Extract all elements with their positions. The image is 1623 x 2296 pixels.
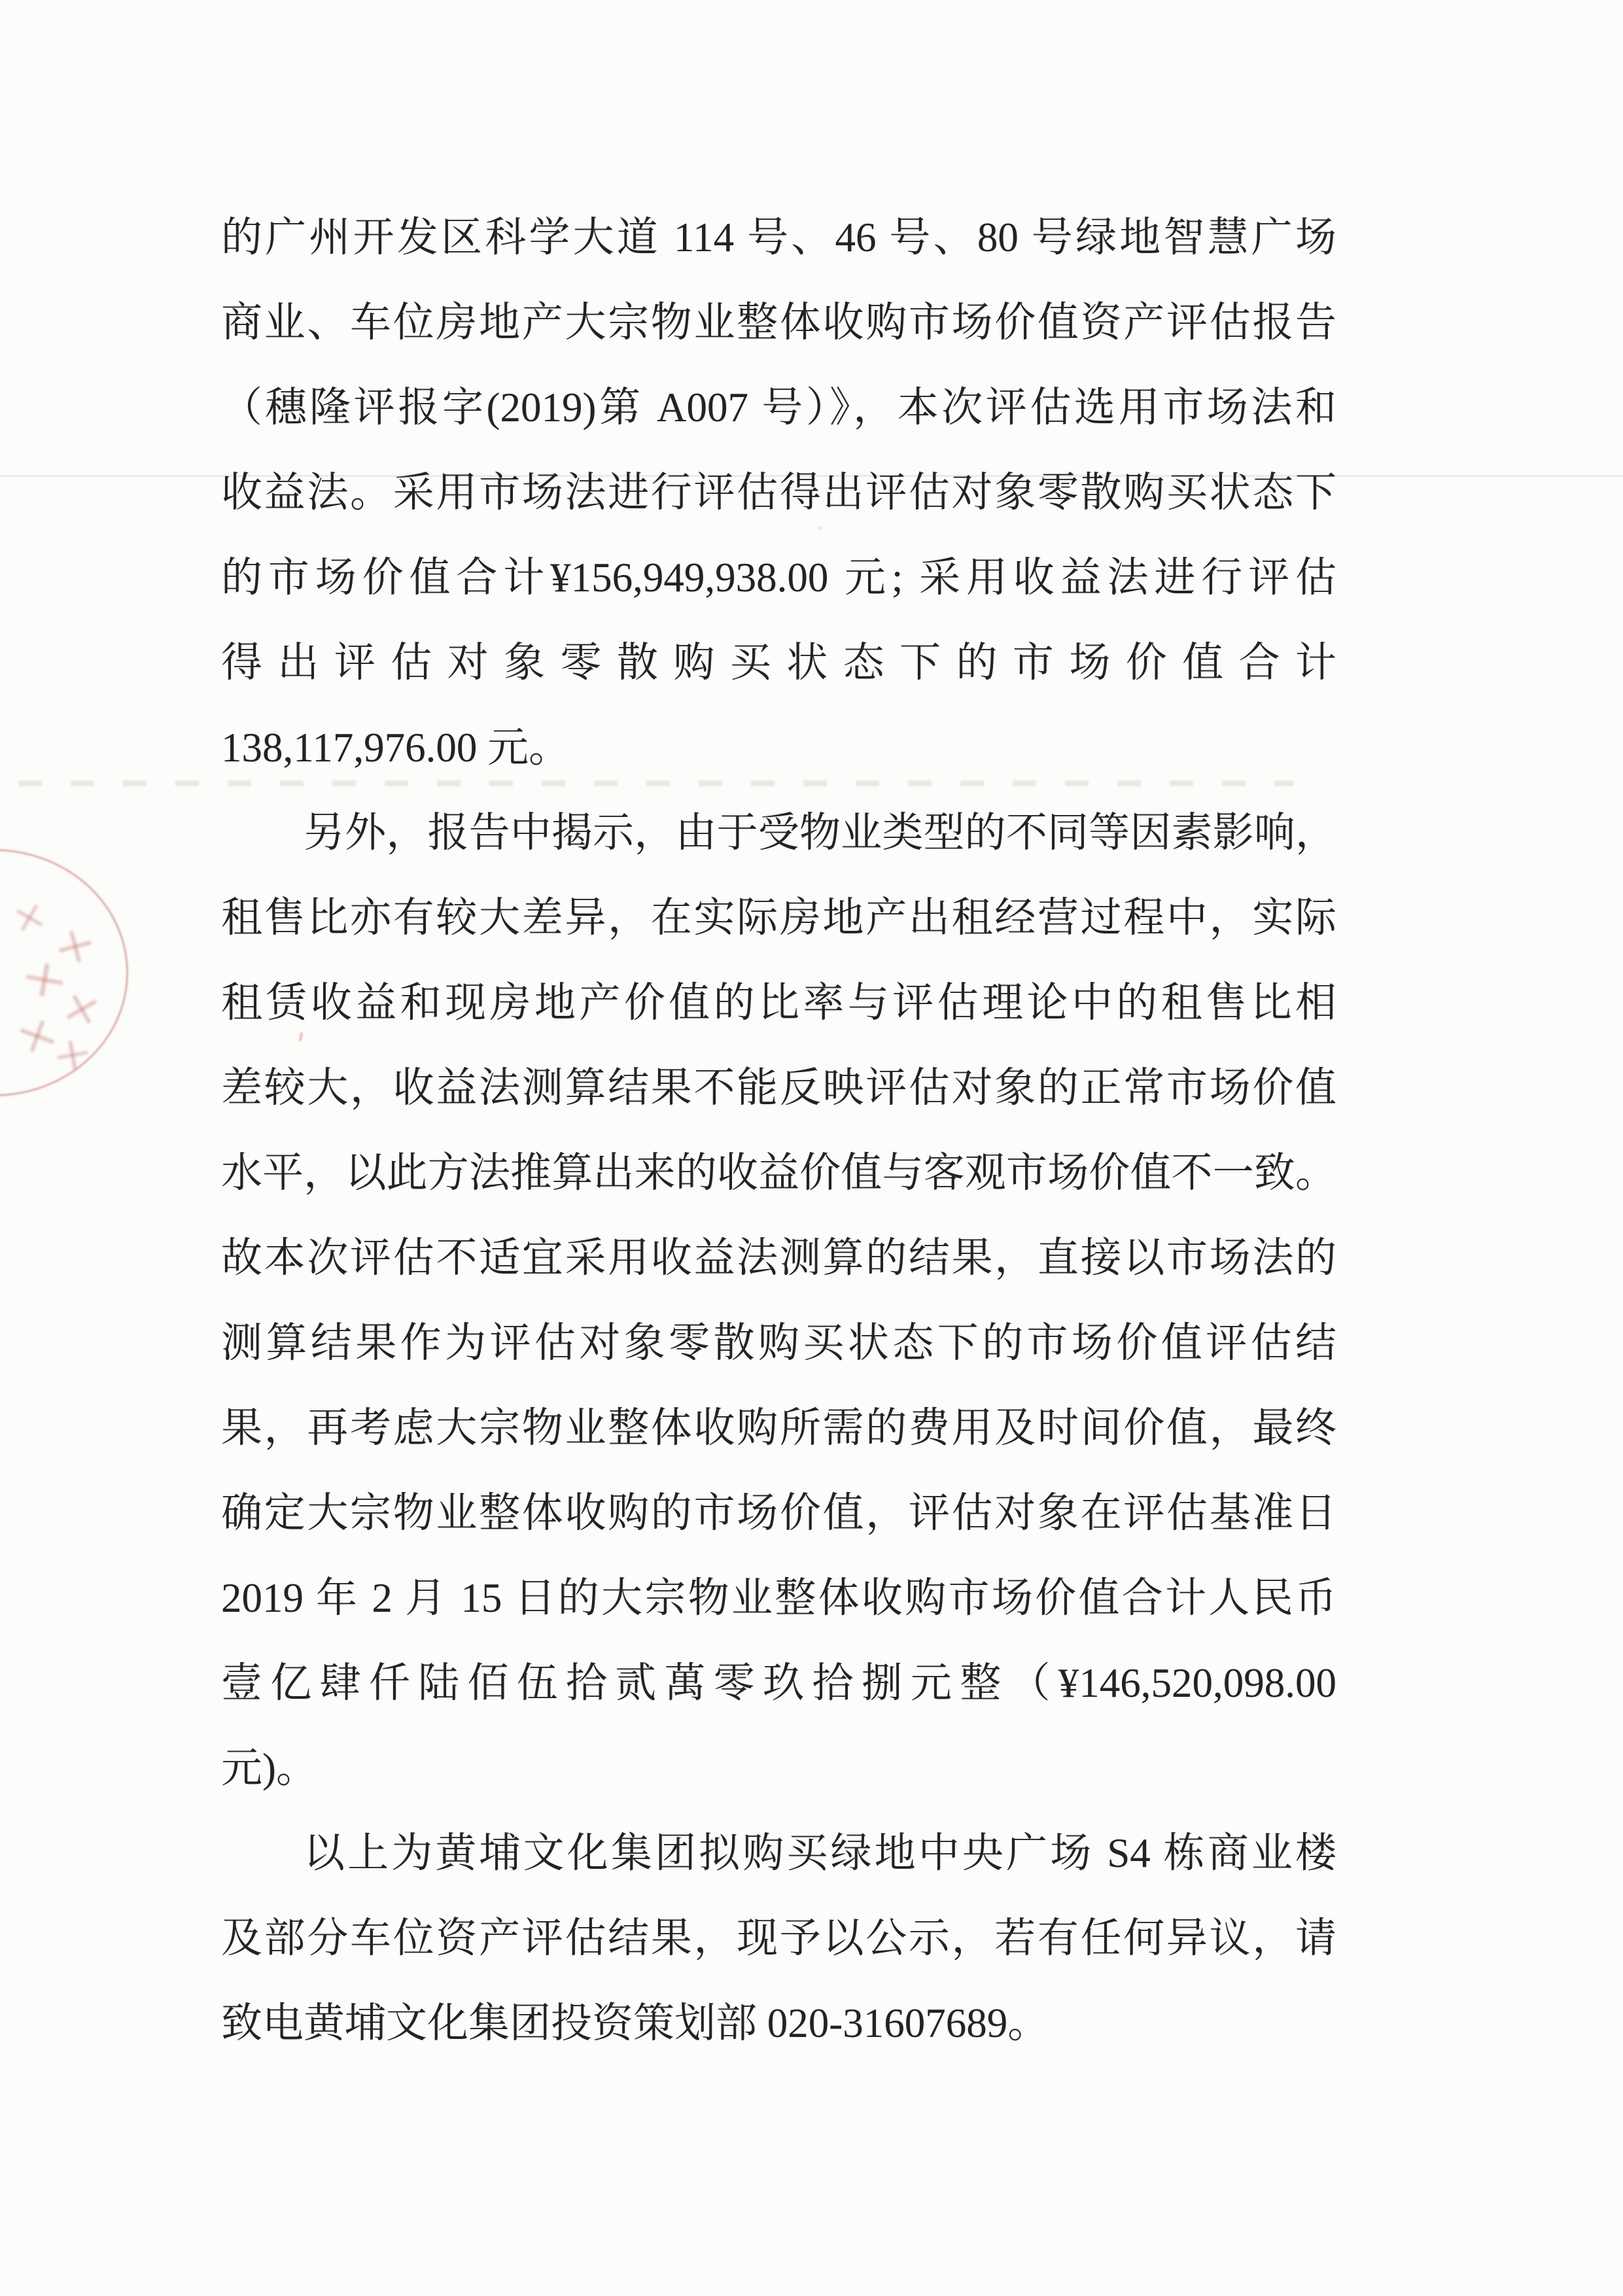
- text-line: 差较大，收益法测算结果不能反映评估对象的正常市场价值: [221, 1065, 1336, 1111]
- seal-glyph-smudge: [10, 898, 49, 937]
- text-line: 得 出 评 估 对 象 零 散 购 买 状 态 下 的 市 场 价 值 合 计: [221, 640, 1336, 686]
- text-line: 收益法。采用市场法进行评估得出评估对象零散购买状态下: [221, 470, 1336, 515]
- text-line: 壹亿肆仟陆佰伍拾贰萬零玖拾捌元整（¥146,520,098.00: [221, 1660, 1336, 1706]
- text-line: 另外，报告中揭示，由于受物业类型的不同等因素影响，: [304, 810, 1336, 856]
- seal-glyph-smudge: [24, 961, 65, 1000]
- text-line: 及部分车位资产评估结果，现予以公示，若有任何异议，请: [221, 1915, 1336, 1961]
- text-line: 果，再考虑大宗物业整体收购所需的费用及时间价值，最终: [221, 1405, 1336, 1451]
- text-line: 故本次评估不适宜采用收益法测算的结果，直接以市场法的: [221, 1235, 1336, 1281]
- text-line: 租赁收益和现房地产价值的比率与评估理论中的租售比相: [221, 980, 1336, 1026]
- text-line: （穗隆评报字(2019)第 A007 号）》，本次评估选用市场法和: [221, 385, 1336, 430]
- text-line: 以上为黄埔文化集团拟购买绿地中央广场 S4 栋商业楼: [304, 1830, 1336, 1876]
- text-line: 元)。: [221, 1745, 317, 1791]
- seal-glyph-smudge: [56, 1038, 90, 1071]
- text-line: 2019 年 2 月 15 日的大宗物业整体收购市场价值合计人民币: [221, 1575, 1336, 1621]
- seal-glyph-smudge: [60, 988, 103, 1032]
- text-line: 测算结果作为评估对象零散购买状态下的市场价值评估结: [221, 1320, 1336, 1366]
- red-seal-stamp: [0, 849, 128, 1096]
- text-line: 的市场价值合计¥156,949,938.00 元; 采用收益法进行评估: [221, 555, 1336, 600]
- document-text: [221, 216, 1336, 2087]
- text-line: 水平，以此方法推算出来的收益价值与客观市场价值不一致。: [221, 1150, 1336, 1196]
- text-line: 确定大宗物业整体收购的市场价值，评估对象在评估基准日: [221, 1490, 1336, 1536]
- text-line: 租售比亦有较大差异，在实际房地产出租经营过程中，实际: [221, 895, 1336, 941]
- seal-glyph-smudge: [56, 927, 96, 965]
- seal-glyph-smudge: [15, 1015, 60, 1057]
- text-line: 致电黄埔文化集团投资策划部 020-31607689。: [221, 2000, 1049, 2046]
- text-line: 的广州开发区科学大道 114 号、46 号、80 号绿地智慧广场: [221, 215, 1336, 260]
- text-line: 商业、车位房地产大宗物业整体收购市场价值资产评估报告: [221, 300, 1336, 345]
- text-line: 138,117,976.00 元。: [221, 725, 570, 771]
